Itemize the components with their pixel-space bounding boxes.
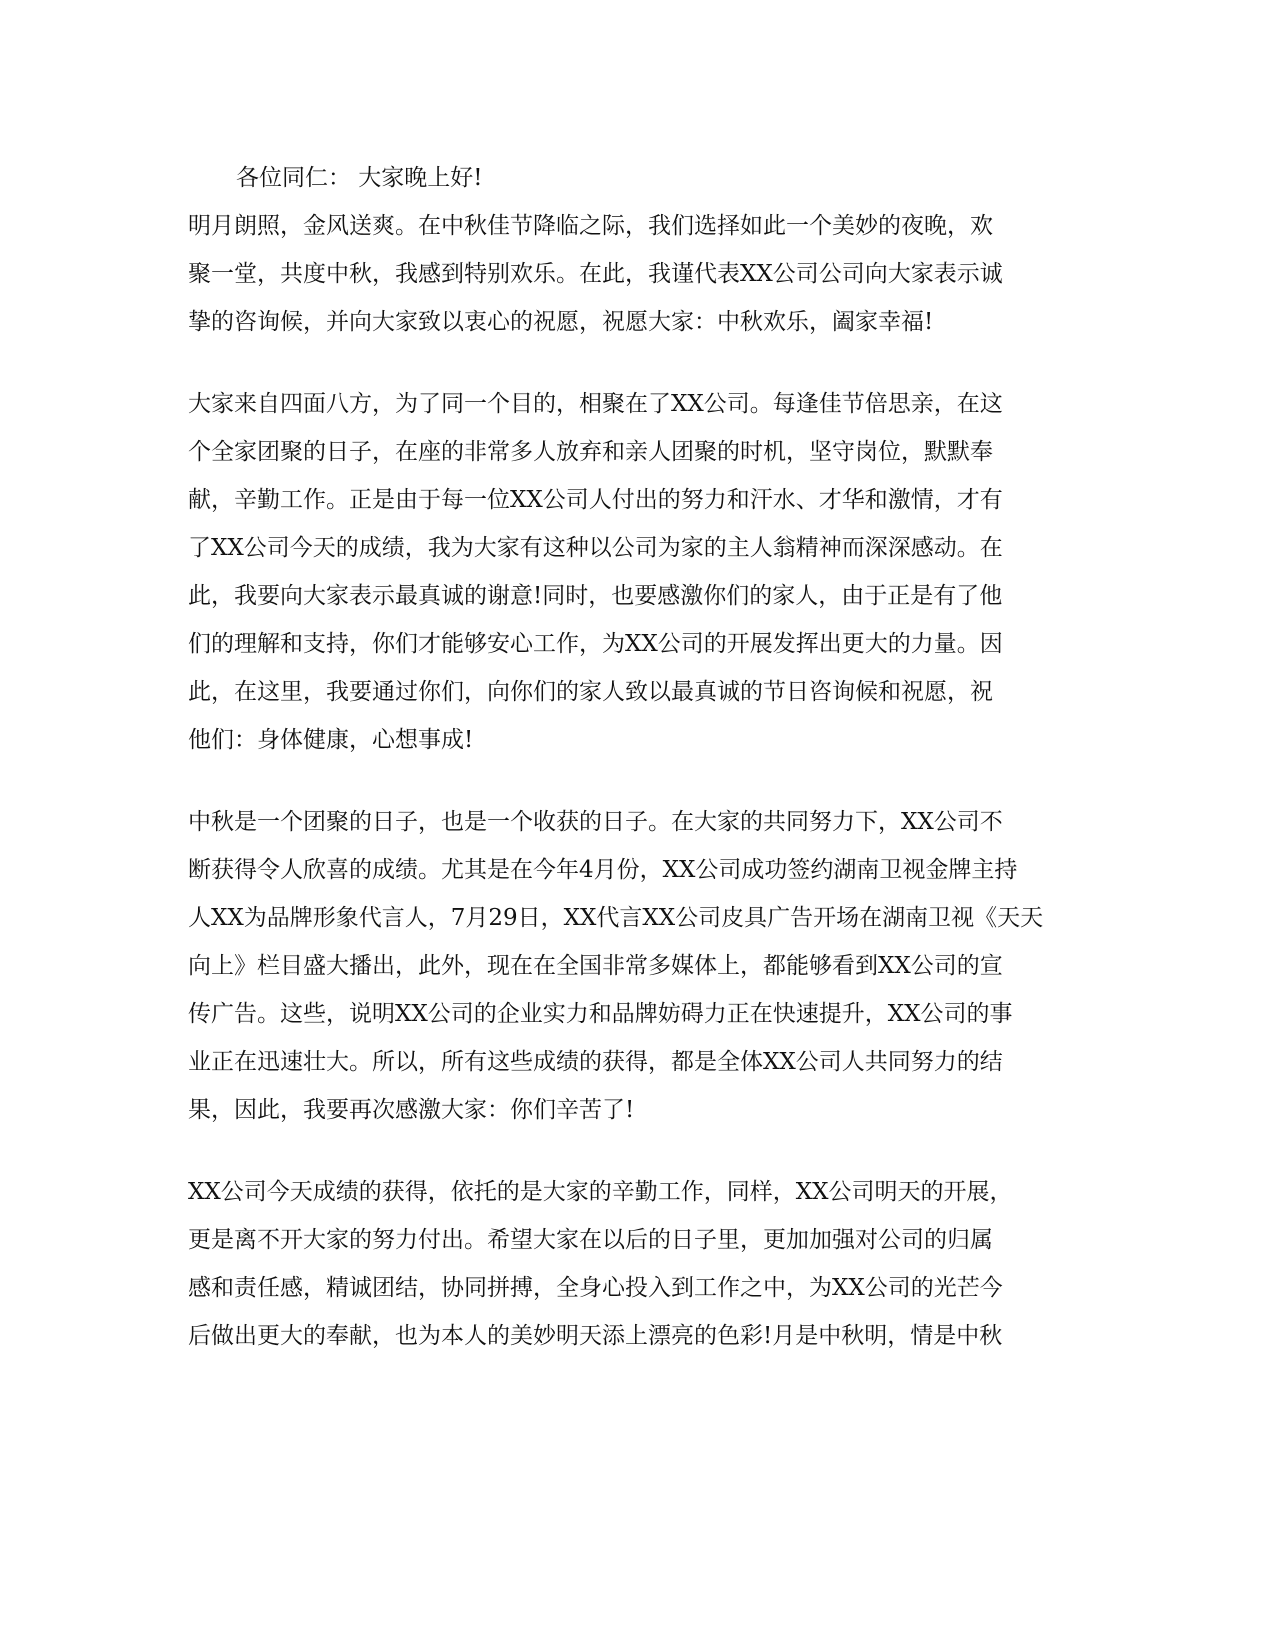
paragraph-line: 中秋是一个团聚的日子，也是一个收获的日子。在大家的共同努力下，XX公司不: [188, 809, 1003, 835]
paragraph-line: 了XX公司今天的成绩，我为大家有这种以公司为家的主人翁精神而深深感动。在: [188, 535, 1003, 561]
paragraph-4: [188, 1168, 1068, 1360]
paragraph-line: 业正在迅速壮大。所以，所有这些成绩的获得，都是全体XX公司人共同努力的结: [188, 1049, 1003, 1075]
paragraph-line: 传广告。这些，说明XX公司的企业实力和品牌妨碍力正在快速提升，XX公司的事: [188, 1001, 1013, 1027]
paragraph-line: 果，因此，我要再次感激大家：你们辛苦了!: [188, 1097, 635, 1123]
paragraph-line: 感和责任感，精诚团结，协同拼搏，全身心投入到工作之中，为XX公司的光芒今: [188, 1275, 1003, 1301]
paragraph-line: 明月朗照，金风送爽。在中秋佳节降临之际，我们选择如此一个美妙的夜晚，欢: [188, 213, 993, 239]
greeting-text: 各位同仁： 大家晚上好!: [236, 165, 483, 191]
paragraph-line: 献，辛勤工作。正是由于每一位XX公司人付出的努力和汗水、才华和激情，才有: [188, 487, 1003, 513]
paragraph-line: 个全家团聚的日子，在座的非常多人放弃和亲人团聚的时机，坚守岗位，默默奉: [188, 439, 993, 465]
paragraph-3: [188, 798, 1068, 1134]
paragraph-line: 聚一堂，共度中秋，我感到特别欢乐。在此，我谨代表XX公司公司向大家表示诚: [188, 261, 1003, 287]
paragraph-line: 大家来自四面八方，为了同一个目的，相聚在了XX公司。每逢佳节倍思亲，在这: [188, 391, 1003, 417]
greeting-line: [236, 154, 1116, 202]
paragraph-line: 们的理解和支持，你们才能够安心工作，为XX公司的开展发挥出更大的力量。因: [188, 631, 1003, 657]
paragraph-line: 断获得令人欣喜的成绩。尤其是在今年4月份，XX公司成功签约湖南卫视金牌主持: [188, 857, 1018, 883]
paragraph-line: 后做出更大的奉献，也为本人的美妙明天添上漂亮的色彩!月是中秋明，情是中秋: [188, 1323, 1003, 1349]
paragraph-line: 挚的咨询候，并向大家致以衷心的祝愿，祝愿大家：中秋欢乐，阖家幸福!: [188, 309, 934, 335]
paragraph-1: [188, 202, 1068, 346]
paragraph-line: 更是离不开大家的努力付出。希望大家在以后的日子里，更加加强对公司的归属: [188, 1227, 993, 1253]
paragraph-line: 向上》栏目盛大播出，此外，现在在全国非常多媒体上，都能够看到XX公司的宣: [188, 953, 1003, 979]
paragraph-line: 此，在这里，我要通过你们，向你们的家人致以最真诚的节日咨询候和祝愿，祝: [188, 679, 993, 705]
paragraph-line: 此，我要向大家表示最真诚的谢意!同时，也要感激你们的家人，由于正是有了他: [188, 583, 1003, 609]
paragraph-2: [188, 380, 1068, 764]
paragraph-line: XX公司今天成绩的获得，依托的是大家的辛勤工作，同样，XX公司明天的开展，: [188, 1179, 1013, 1205]
paragraph-line: 他们：身体健康，心想事成!: [188, 727, 474, 753]
paragraph-line: 人XX为品牌形象代言人，7月29日，XX代言XX公司皮具广告开场在湖南卫视《天天: [188, 905, 1044, 931]
